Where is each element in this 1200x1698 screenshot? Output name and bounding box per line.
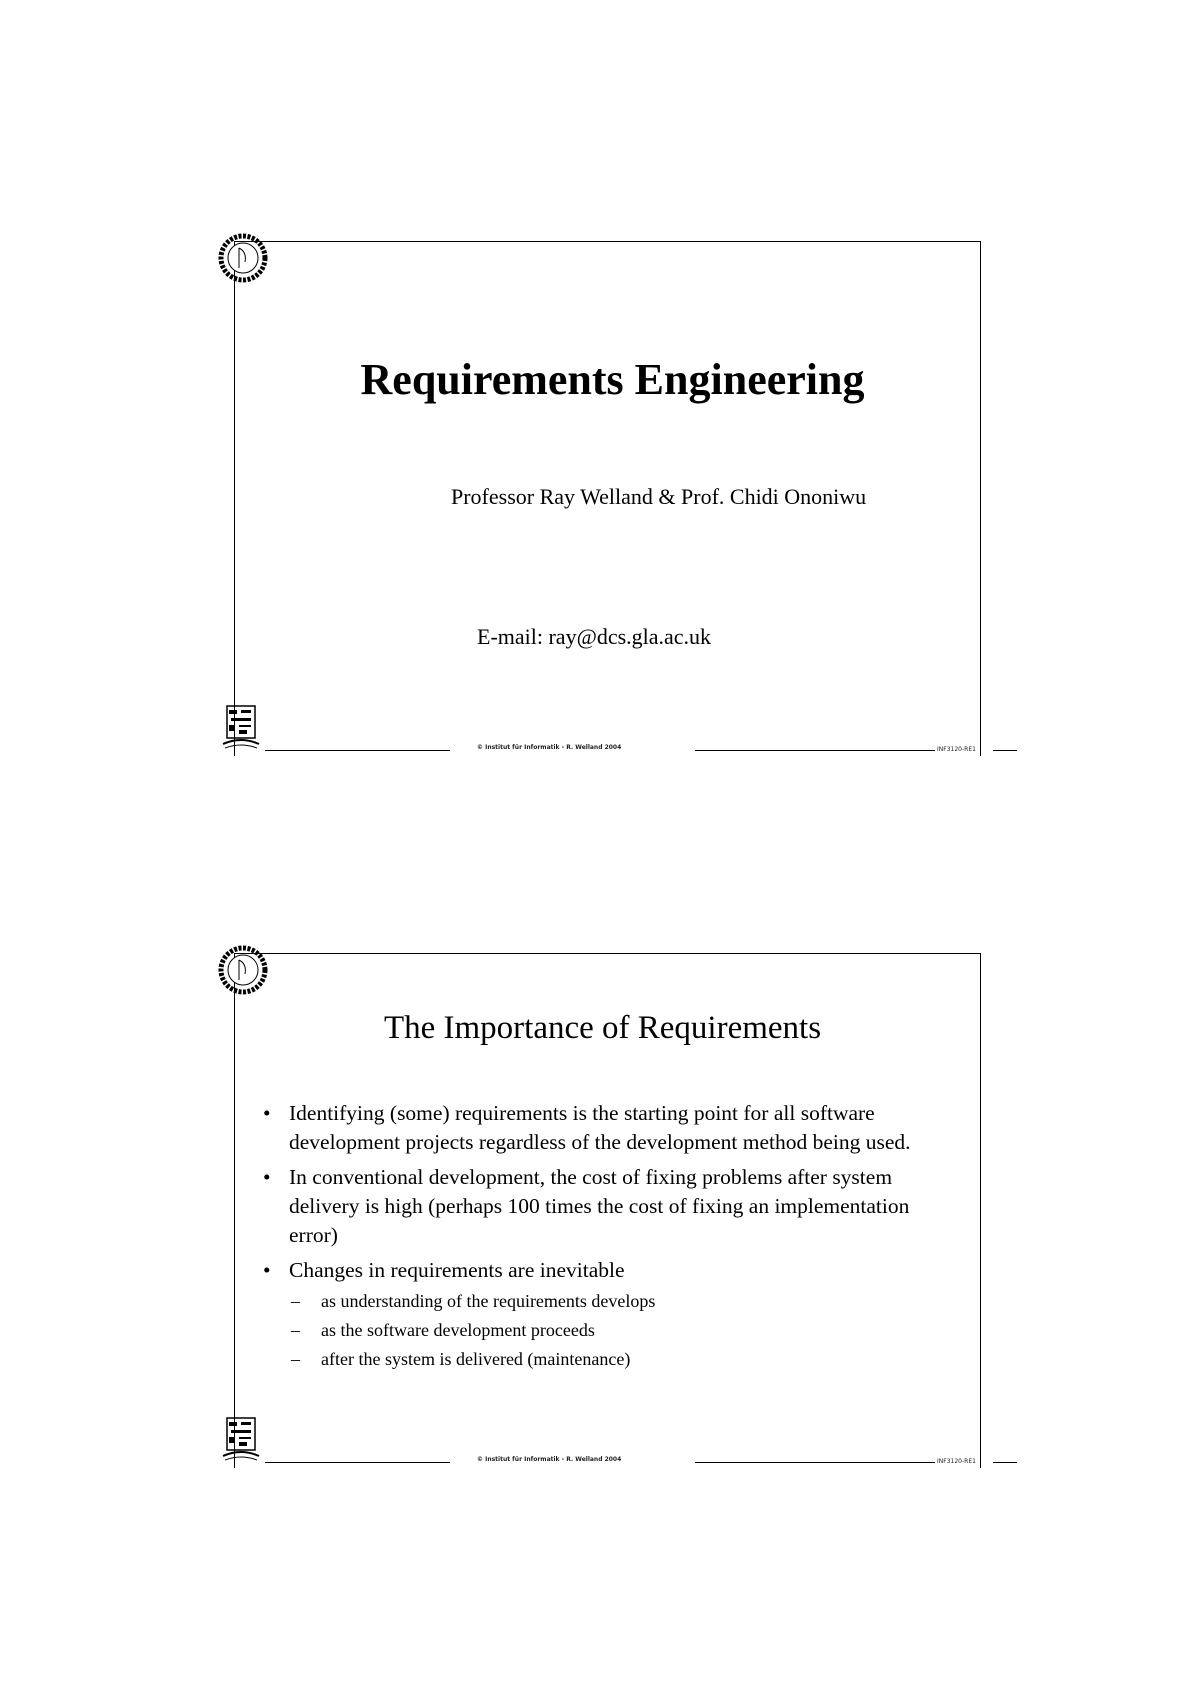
sub-bullet-text: as understanding of the requirements develops <box>321 1291 656 1311</box>
bullet-text: In conventional development, the cost of fixing problems after system delivery is high (perhaps 100 times the cost of fixing an implementation error) <box>289 1165 910 1247</box>
bullet-text: Identifying (some) requirements is the starting point for all software development projects regardless of the development method being used. <box>289 1101 911 1154</box>
slide-footer <box>265 1454 984 1474</box>
list-item <box>259 1256 959 1374</box>
list-item <box>289 1316 959 1345</box>
bullet-list <box>259 1099 959 1380</box>
footer-course-code: INF3120-RE1 <box>937 1458 976 1465</box>
authors-text: Professor Ray Welland & Prof. Chidi Ononiwu <box>451 484 867 509</box>
dash-mark: – <box>291 1349 300 1369</box>
slide-title-heading: The Importance of Requirements <box>383 1010 822 1046</box>
footer-copyright: © Institut für Informatik - R. Welland 2004 <box>477 1456 622 1463</box>
list-item <box>259 1163 959 1250</box>
email-text: E-mail: ray@dcs.gla.ac.uk <box>477 624 712 649</box>
sub-bullet-text: as the software development proceeds <box>321 1320 595 1340</box>
bullet-mark: • <box>263 1165 271 1189</box>
institute-logo-icon <box>221 1414 261 1462</box>
list-item <box>289 1345 959 1374</box>
institute-logo-icon <box>221 702 261 750</box>
footer-rule <box>265 1462 450 1463</box>
university-crest-icon <box>215 230 271 286</box>
footer-course-code: INF3120-RE1 <box>937 746 976 753</box>
slide-importance <box>234 953 981 1468</box>
sub-bullet-text: after the system is delivered (maintenance) <box>321 1349 631 1369</box>
footer-copyright: © Institut für Informatik - R. Welland 2004 <box>477 744 622 751</box>
dash-mark: – <box>291 1320 300 1340</box>
slide-footer <box>265 742 984 762</box>
footer-rule <box>265 750 450 751</box>
bullet-mark: • <box>263 1258 271 1282</box>
bullet-mark: • <box>263 1101 271 1125</box>
dash-mark: – <box>291 1291 300 1311</box>
slide-title <box>234 241 981 756</box>
list-item <box>259 1099 959 1157</box>
slide-title-heading: Requirements Engineering <box>360 355 865 404</box>
university-crest-icon <box>215 942 271 998</box>
footer-rule <box>993 750 1017 751</box>
footer-rule <box>993 1462 1017 1463</box>
footer-rule <box>695 750 935 751</box>
bullet-text: Changes in requirements are inevitable <box>289 1258 625 1282</box>
list-item <box>289 1287 959 1316</box>
sub-bullet-list <box>289 1287 959 1374</box>
footer-rule <box>695 1462 935 1463</box>
